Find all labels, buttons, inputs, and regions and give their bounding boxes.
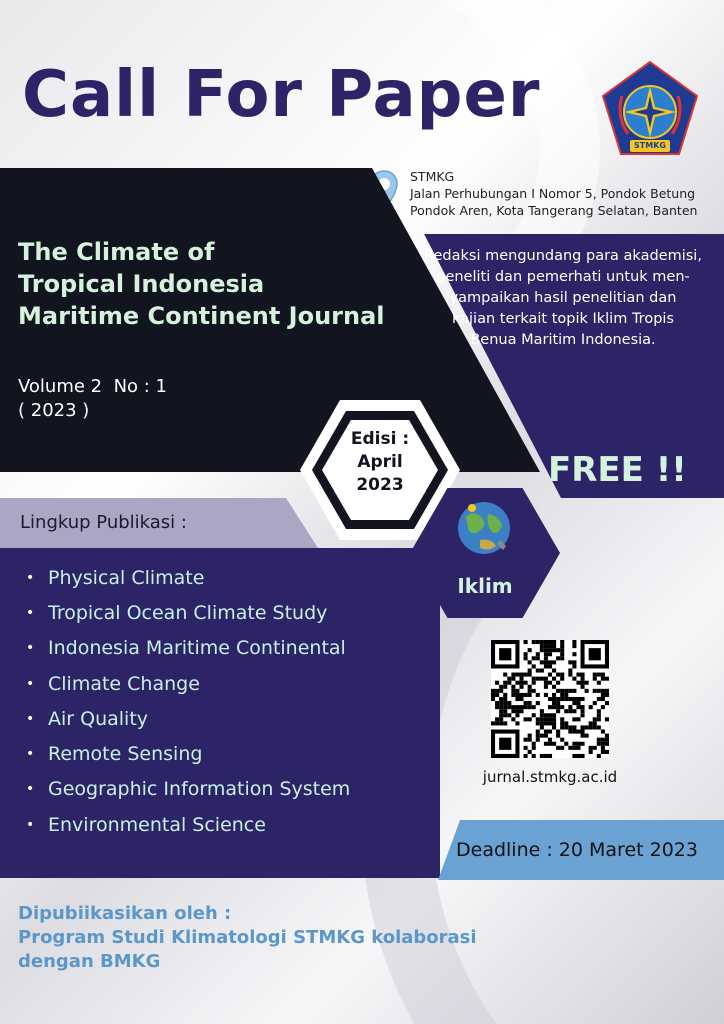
invitation-line: yampaikan hasil penelitian dan bbox=[449, 290, 677, 306]
address-line: Pondok Aren, Kota Tangerang Selatan, Banten bbox=[410, 203, 698, 218]
list-item bbox=[0, 807, 440, 842]
topic-label: Climate Change bbox=[48, 672, 200, 695]
bullet: • bbox=[26, 604, 35, 621]
journal-name-line: The Climate of bbox=[18, 238, 215, 266]
publisher-block bbox=[18, 902, 477, 974]
list-item bbox=[0, 736, 440, 771]
topic-label: Geographic Information System bbox=[48, 778, 351, 801]
topic-label: Indonesia Maritime Continental bbox=[48, 637, 346, 660]
list-item bbox=[0, 560, 440, 595]
bullet: • bbox=[26, 569, 35, 586]
list-item bbox=[0, 631, 440, 666]
logo-label: STMKG bbox=[634, 141, 666, 150]
topic-label: Tropical Ocean Climate Study bbox=[48, 601, 328, 624]
bullet: • bbox=[26, 710, 35, 727]
bullet: • bbox=[26, 675, 35, 692]
scope-title: Lingkup Publikasi : bbox=[20, 512, 187, 533]
invitation-text bbox=[410, 246, 716, 351]
topic-label: Air Quality bbox=[48, 707, 149, 730]
list-item bbox=[0, 701, 440, 736]
list-item bbox=[0, 595, 440, 630]
topic-list bbox=[0, 560, 440, 842]
journal-name-line: Tropical Indonesia bbox=[18, 270, 265, 298]
invitation-line: peneliti dan pemerhati untuk men- bbox=[436, 269, 690, 285]
stmkg-logo bbox=[600, 60, 700, 160]
invitation-line: Redaksi mengundang para akademisi, bbox=[424, 248, 702, 264]
website-url[interactable]: jurnal.stmkg.ac.id bbox=[482, 768, 618, 786]
invitation-line: Benua Maritim Indonesia. bbox=[470, 332, 656, 348]
edition-line: April bbox=[357, 452, 403, 472]
publisher-line: dengan BMKG bbox=[18, 951, 161, 972]
bullet: • bbox=[26, 746, 35, 763]
edition-line: 2023 bbox=[356, 475, 404, 495]
iklim-label: Iklim bbox=[457, 574, 513, 598]
address-line: Jalan Perhubungan I Nomor 5, Pondok Betung bbox=[410, 186, 696, 201]
list-item bbox=[0, 772, 440, 807]
edition-text bbox=[322, 428, 438, 497]
journal-year: ( 2023 ) bbox=[18, 400, 90, 421]
list-item bbox=[0, 666, 440, 701]
topic-label: Remote Sensing bbox=[48, 743, 203, 766]
page-title: Call For Paper bbox=[22, 58, 541, 132]
address-line: STMKG bbox=[410, 169, 455, 184]
journal-name-line: Maritime Continent Journal bbox=[18, 302, 385, 330]
deadline-text: Deadline : 20 Maret 2023 bbox=[456, 839, 698, 861]
invitation-line: kajian terkait topik Iklim Tropis bbox=[452, 311, 674, 327]
topic-label: Environmental Science bbox=[48, 813, 266, 836]
publisher-line: Program Studi Klimatologi STMKG kolaborasi bbox=[18, 927, 477, 948]
journal-name bbox=[18, 236, 385, 332]
journal-volume: Volume 2 No : 1 bbox=[18, 376, 168, 397]
free-label: FREE !! bbox=[548, 450, 687, 490]
globe-icon bbox=[452, 496, 516, 560]
bullet: • bbox=[26, 640, 35, 657]
edition-line: Edisi : bbox=[350, 429, 410, 449]
publisher-line: Dipubiikasikan oleh : bbox=[18, 903, 232, 924]
qr-code-icon[interactable] bbox=[491, 640, 609, 758]
topic-label: Physical Climate bbox=[48, 566, 205, 589]
bullet: • bbox=[26, 781, 35, 798]
bullet: • bbox=[26, 816, 35, 833]
